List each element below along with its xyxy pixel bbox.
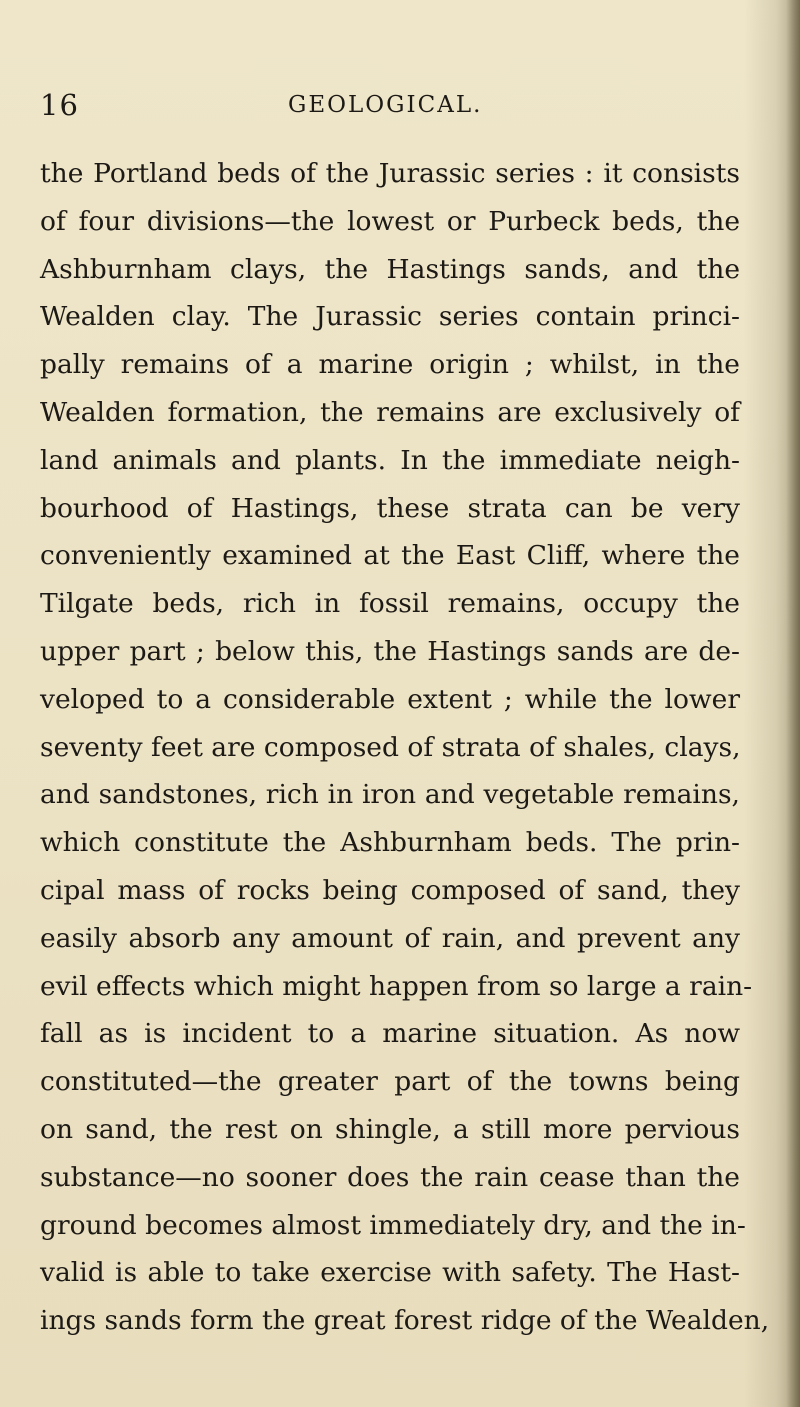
text-line: pally remains of a marine origin ; whilst, in the — [40, 349, 740, 381]
text-line: land animals and plants. In the immediate neigh- — [40, 444, 740, 476]
text-line: veloped to a considerable extent ; while the lower — [40, 683, 740, 715]
running-title: GEOLOGICAL. — [288, 92, 483, 118]
text-line: valid is able to take exercise with safety. The Hast- — [40, 1257, 740, 1289]
running-header — [40, 88, 740, 128]
text-line: on sand, the rest on shingle, a still more pervious — [40, 1113, 740, 1145]
text-line: easily absorb any amount of rain, and prevent any — [40, 922, 740, 954]
text-line: substance—no sooner does the rain cease than the — [40, 1161, 740, 1193]
page-number: 16 — [40, 88, 79, 122]
text-line: Wealden clay. The Jurassic series contain princi- — [40, 301, 740, 333]
text-line: fall as is incident to a marine situation. As now — [40, 1018, 740, 1050]
text-line: constituted—the greater part of the towns being — [40, 1066, 740, 1098]
text-line: ground becomes almost immediately dry, and the in- — [40, 1209, 746, 1241]
text-line: Ashburnham clays, the Hastings sands, and the — [40, 253, 740, 285]
text-line: which constitute the Ashburnham beds. The prin- — [40, 827, 740, 859]
body-paragraph — [40, 150, 770, 1345]
page-edge-shadow — [786, 0, 800, 1407]
text-line: the Portland beds of the Jurassic series : it consists — [40, 158, 740, 189]
text-line: evil effects which might happen from so large a rain- — [40, 970, 753, 1002]
text-line: Tilgate beds, rich in fossil remains, occupy the — [40, 588, 740, 620]
text-line: upper part ; below this, the Hastings sands are de- — [40, 635, 740, 667]
text-line: bourhood of Hastings, these strata can be very — [40, 492, 740, 524]
text-line: of four divisions—the lowest or Purbeck beds, the — [40, 205, 740, 237]
text-line: ings sands form the great forest ridge of the Wealden, — [40, 1305, 770, 1337]
text-line: conveniently examined at the East Cliff, where the — [40, 540, 740, 572]
text-line: and sandstones, rich in iron and vegetable remains, — [40, 779, 740, 811]
text-line: Wealden formation, the remains are exclusively of — [40, 396, 740, 428]
text-line: cipal mass of rocks being composed of sand, they — [40, 874, 740, 906]
text-line: seventy feet are composed of strata of shales, clays, — [40, 731, 741, 763]
